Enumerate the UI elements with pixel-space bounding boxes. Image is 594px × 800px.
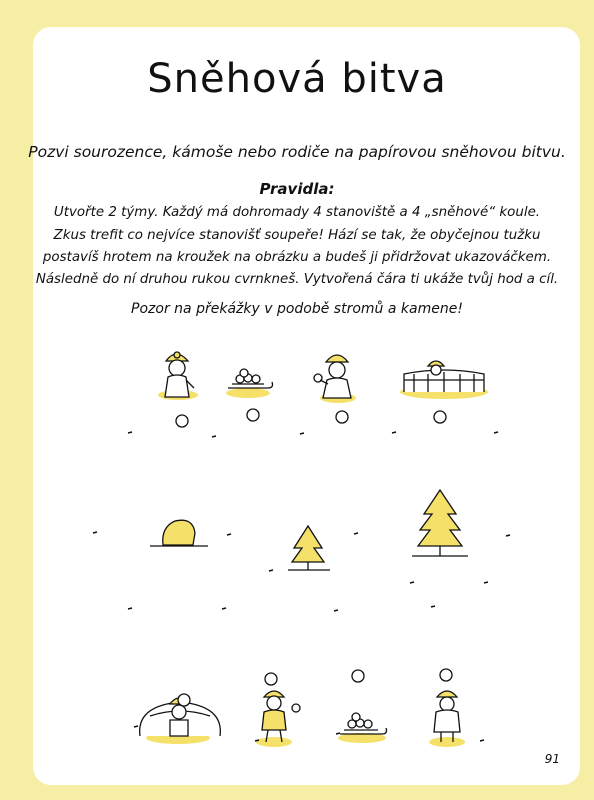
large-pine-tree-icon (412, 490, 468, 556)
throw-target-circle[interactable] (434, 411, 446, 423)
rules-heading: Pravidla: (259, 180, 335, 198)
rules-line: Zkus trefit co nejvíce stanovišť soupeře! Hází se tak, že obyčejnou tužku (53, 228, 541, 243)
child-winter-hat-icon (314, 355, 356, 403)
throw-target-circle[interactable] (265, 673, 277, 685)
throw-target-circle[interactable] (336, 411, 348, 423)
child-throwing-icon (256, 691, 300, 747)
throw-target-circle[interactable] (178, 694, 190, 706)
page-number: 91 (544, 752, 560, 766)
throw-target-circle[interactable] (176, 415, 188, 427)
sled-with-snowballs-icon (338, 713, 387, 743)
page-title: Sněhová bitva (147, 56, 447, 102)
rock-in-snow-icon (150, 520, 208, 546)
throw-target-circle[interactable] (440, 669, 452, 681)
intro-text: Pozvi sourozence, kámoše nebo rodiče na papírovou sněhovou bitvu. (28, 143, 566, 161)
child-standing-icon (429, 691, 465, 747)
small-pine-tree-icon (288, 526, 330, 570)
child-throwing-icon (158, 352, 198, 400)
throw-target-circle[interactable] (247, 409, 259, 421)
sled-with-snowballs-icon (226, 369, 273, 398)
throw-target-circle[interactable] (352, 670, 364, 682)
rules-line: Následně do ní druhou rukou cvrnkneš. Vytvořená čára ti ukáže tvůj hod a cíl. (35, 272, 559, 287)
rules-line: Utvořte 2 týmy. Každý má dohromady 4 stanoviště a 4 „sněhové“ koule. (53, 205, 541, 220)
rules-line: postavíš hrotem na kroužek na obrázku a budeš ji přidržovat ukazováčkem. (42, 250, 552, 265)
snow-fort-icon (400, 361, 488, 399)
warning-text: Pozor na překážky v podobě stromů a kamene! (131, 301, 463, 317)
